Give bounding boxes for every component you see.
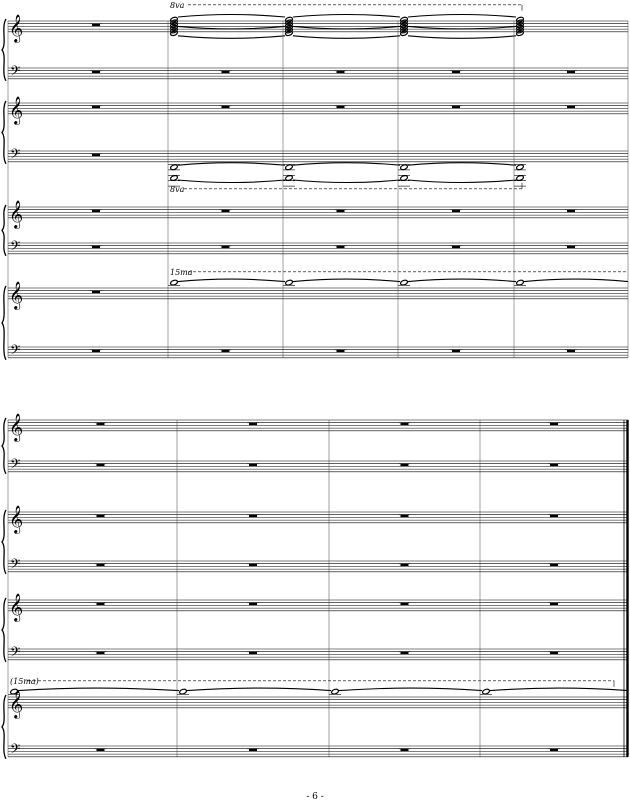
octave-marking: 15ma [170, 267, 193, 277]
whole-rest-icon [567, 71, 575, 73]
whole-rest-icon [550, 564, 558, 566]
whole-rest-icon [92, 71, 100, 73]
whole-note-icon [285, 279, 293, 286]
whole-rest-icon [222, 106, 230, 108]
whole-rest-icon [550, 603, 558, 605]
whole-note-icon [285, 175, 293, 182]
treble-clef-icon: 𝄞 [9, 412, 24, 441]
tie [408, 163, 516, 166]
system-1 [2, 1, 628, 361]
tie [293, 180, 400, 183]
bass-clef-icon: 𝄢 [10, 740, 21, 760]
page-number: - 6 - [306, 792, 324, 802]
brace-icon [2, 418, 6, 474]
tie [18, 688, 179, 691]
staff-bass [8, 63, 628, 82]
whole-note-icon [285, 164, 293, 171]
staff-treble [8, 200, 628, 229]
bass-clef-icon: 𝄢 [10, 237, 21, 257]
treble-clef-icon: 𝄞 [9, 95, 24, 124]
whole-rest-icon [222, 246, 230, 248]
whole-rest-icon [222, 210, 230, 212]
whole-rest-icon [401, 749, 409, 751]
bass-clef-icon: 𝄢 [10, 62, 21, 82]
brace-icon [2, 695, 6, 759]
whole-note-icon [400, 279, 408, 286]
tie [408, 15, 516, 18]
brace-icon [2, 205, 6, 256]
treble-clef-icon: 𝄞 [9, 199, 24, 228]
whole-note-icon [482, 688, 490, 695]
bass-clef-icon: 𝄢 [10, 555, 21, 575]
whole-rest-icon [92, 24, 100, 26]
staff-treble [8, 505, 628, 534]
whole-rest-icon [97, 603, 105, 605]
tie [178, 180, 285, 183]
tie [339, 688, 482, 691]
whole-rest-icon [92, 154, 100, 156]
bass-clef-icon: 𝄢 [10, 145, 21, 165]
whole-rest-icon [401, 564, 409, 566]
brace-icon [2, 510, 6, 574]
whole-rest-icon [550, 464, 558, 466]
tie [408, 26, 516, 29]
whole-rest-icon [97, 652, 105, 654]
whole-rest-icon [452, 71, 460, 73]
whole-rest-icon [401, 652, 409, 654]
whole-rest-icon [249, 423, 257, 425]
staff-treble [8, 593, 628, 622]
tie [408, 279, 516, 282]
whole-rest-icon [97, 515, 105, 517]
whole-rest-icon [550, 652, 558, 654]
whole-rest-icon [337, 350, 345, 352]
treble-clef-icon: 𝄞 [9, 280, 24, 309]
bass-clef-icon: 𝄢 [10, 341, 21, 361]
staff-bass [8, 556, 628, 575]
whole-rest-icon [401, 515, 409, 517]
tie [408, 36, 516, 39]
whole-rest-icon [401, 464, 409, 466]
whole-rest-icon [550, 749, 558, 751]
whole-rest-icon [97, 423, 105, 425]
whole-rest-icon [249, 564, 257, 566]
whole-rest-icon [222, 350, 230, 352]
whole-rest-icon [249, 515, 257, 517]
treble-clef-icon: 𝄞 [9, 13, 24, 42]
tie [178, 279, 285, 282]
whole-rest-icon [337, 246, 345, 248]
whole-rest-icon [550, 423, 558, 425]
whole-rest-icon [337, 106, 345, 108]
staff-treble [8, 1, 628, 43]
whole-note-icon [179, 688, 187, 695]
whole-rest-icon [452, 246, 460, 248]
whole-rest-icon [92, 210, 100, 212]
tie [524, 279, 628, 282]
whole-rest-icon [567, 210, 575, 212]
brace-icon [2, 286, 6, 360]
whole-rest-icon [97, 564, 105, 566]
tie [178, 26, 285, 29]
whole-rest-icon [567, 106, 575, 108]
whole-rest-icon [97, 749, 105, 751]
system-2 [2, 413, 628, 760]
tie [293, 15, 400, 18]
whole-rest-icon [249, 464, 257, 466]
tie [178, 36, 285, 39]
whole-rest-icon [249, 603, 257, 605]
whole-note-icon [516, 164, 524, 171]
octave-marking: 8va [170, 184, 185, 194]
tie [293, 163, 400, 166]
whole-note-icon [331, 688, 339, 695]
staff-bass [8, 741, 628, 760]
whole-rest-icon [550, 515, 558, 517]
whole-note-icon [170, 175, 178, 182]
whole-rest-icon [452, 106, 460, 108]
whole-rest-icon [92, 350, 100, 352]
bass-clef-icon: 𝄢 [10, 643, 21, 663]
staff-treble [8, 413, 628, 442]
whole-note-icon [516, 279, 524, 286]
tie [178, 163, 285, 166]
octave-marking: 8va [170, 0, 185, 10]
brace-icon [2, 101, 6, 164]
staff-bass [8, 238, 628, 257]
whole-note-icon [400, 164, 408, 171]
staff-bass [8, 342, 628, 361]
tie [187, 688, 331, 691]
whole-rest-icon [452, 210, 460, 212]
treble-clef-icon: 𝄞 [9, 592, 24, 621]
tie [293, 279, 400, 282]
whole-rest-icon [567, 350, 575, 352]
whole-rest-icon [337, 71, 345, 73]
whole-rest-icon [92, 291, 100, 293]
tie [293, 36, 400, 39]
tie [178, 15, 285, 18]
whole-rest-icon [452, 350, 460, 352]
whole-rest-icon [222, 71, 230, 73]
whole-note-icon [516, 175, 524, 182]
whole-rest-icon [92, 246, 100, 248]
treble-clef-icon: 𝄞 [9, 689, 24, 718]
bass-clef-icon: 𝄢 [10, 455, 21, 475]
treble-clef-icon: 𝄞 [9, 504, 24, 533]
whole-rest-icon [249, 652, 257, 654]
tie [293, 26, 400, 29]
whole-rest-icon [337, 210, 345, 212]
octave-marking: (15ma) [10, 676, 39, 686]
whole-note-icon [170, 164, 178, 171]
brace-icon [2, 19, 6, 81]
staff-bass [8, 456, 628, 475]
whole-rest-icon [92, 106, 100, 108]
tie [490, 688, 628, 691]
tie [408, 180, 516, 183]
staff-treble [8, 268, 628, 310]
brace-icon [2, 598, 6, 662]
staff-treble [8, 677, 628, 719]
whole-rest-icon [567, 246, 575, 248]
whole-rest-icon [97, 464, 105, 466]
whole-rest-icon [249, 749, 257, 751]
whole-rest-icon [401, 423, 409, 425]
staff-bass [8, 146, 628, 194]
whole-note-icon [170, 279, 178, 286]
staff-treble [8, 96, 628, 125]
whole-rest-icon [401, 603, 409, 605]
whole-note-icon [400, 175, 408, 182]
staff-bass [8, 644, 628, 663]
